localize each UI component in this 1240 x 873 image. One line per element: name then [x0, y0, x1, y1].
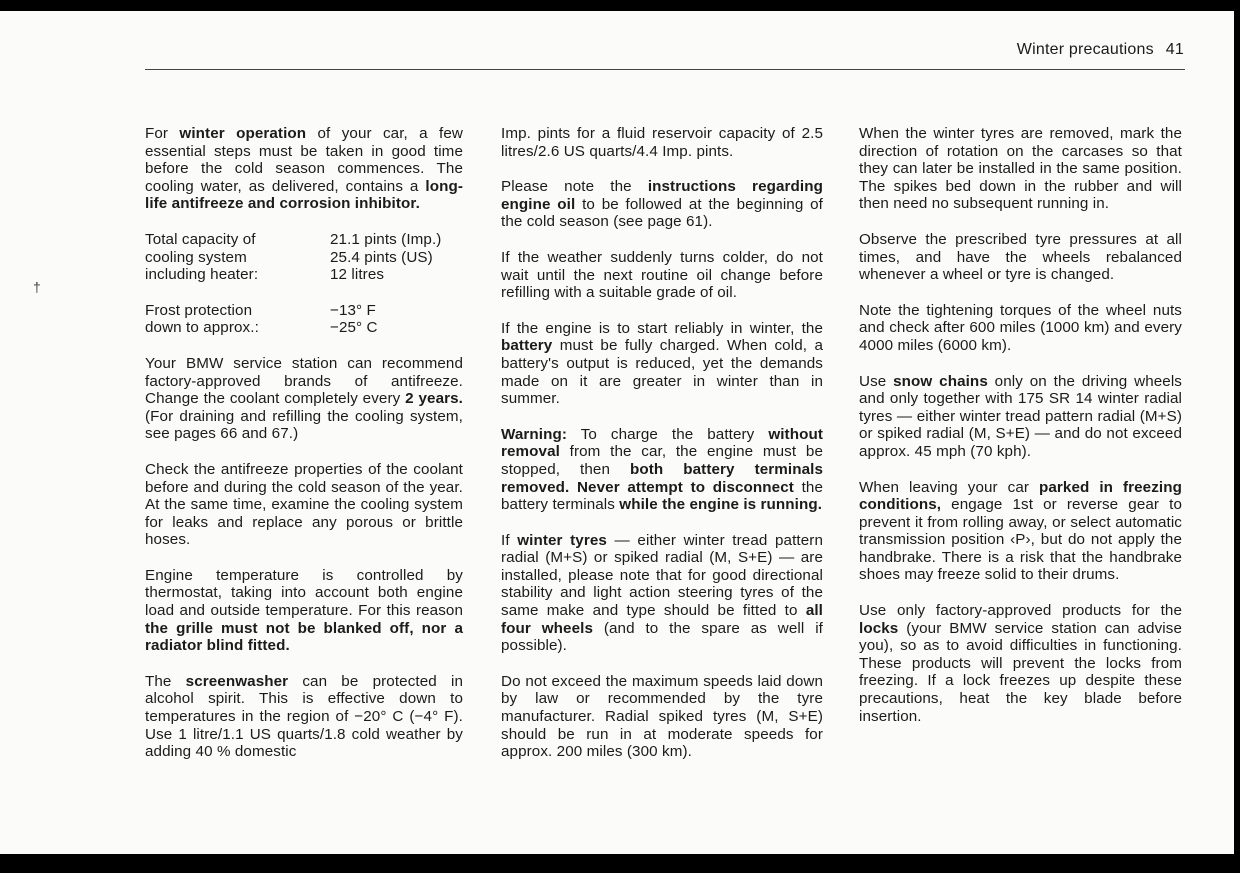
body-text: to be followed at the beginning of the cold season (see page 61). [501, 195, 824, 231]
spec-labels [145, 231, 330, 284]
column-3 [859, 125, 1182, 743]
paragraph-check-antifreeze [145, 461, 463, 549]
spec-line: Total capacity of [145, 230, 256, 248]
margin-mark: † [33, 279, 41, 295]
spec-line: down to approx.: [145, 319, 259, 337]
emphasis-text: 2 years. [405, 390, 463, 408]
emphasis-text: Warning: [501, 425, 568, 443]
body-text: When the winter tyres are removed, mark the direction of rotation on the carcases so that they can later be installed in the same position. The spikes bed down in the rubber and will then need no subsequent running in. [859, 125, 1182, 213]
paragraph-engine-temperature [145, 567, 463, 655]
body-text: Do not exceed the maximum speeds laid down by law or recommended by the tyre manufacturer. Radial spiked tyres (M, S+E) should be run in at moderate speeds for approx. 200 miles (300 km). [501, 672, 823, 761]
spec-line: including heater: [145, 266, 259, 284]
body-text: can be protected in alcohol spirit. This is effective down to temperatures in the region of −20° C (−4° F). Use 1 litre/1.1 US quarts/1.8 cold weather by adding 40 % domestic [145, 672, 463, 761]
emphasis-text: parked in freezing conditions, [859, 478, 1182, 514]
body-text: (your BMW service station can advise you), so as to avoid difficulties in functioning. These products will prevent the locks from freezing. If a lock freezes up despite these precautions, heat the key blade before insertion. [859, 619, 1182, 725]
emphasis-text: both battery terminals removed. Never attempt to disconnect [501, 460, 823, 496]
page-number: 41 [1165, 41, 1184, 58]
body-text: — either winter tread pattern radial (M+S) or spiked radial (M, S+E) — are installed, please note that for good directional stability and light action steering tyres of the same make and type should be fitted to [501, 531, 823, 620]
paragraph-tyre-pressures [859, 231, 1182, 284]
paragraph-locks [859, 602, 1182, 725]
body-text: To charge the battery [567, 425, 769, 443]
spec-line: −13° F [330, 301, 376, 319]
section-title: Winter precautions [1016, 41, 1154, 58]
body-text: The [145, 672, 186, 690]
paragraph-winter-tyres [501, 532, 823, 655]
paragraph-warning [501, 426, 823, 514]
paragraph-snow-chains [859, 373, 1182, 461]
body-text: Your BMW service station can recommend factory-approved brands of antifreeze. Change the coolant completely every [145, 354, 463, 408]
body-text: For [145, 125, 180, 142]
emphasis-text: long-life antifreeze and corrosion inhibitor. [145, 177, 463, 213]
paragraph-reservoir [501, 125, 823, 160]
paragraph-antifreeze-brands [145, 355, 463, 443]
column-1 [145, 125, 463, 779]
body-text: of your car, a few essential steps must be taken in good time before the cold season commences. The cooling water, as delivered, contains a [145, 125, 463, 195]
body-text: Please note the [501, 178, 648, 196]
body-text: Engine temperature is controlled by thermostat, taking into account both engine load and outside temperature. For this reason [145, 566, 463, 620]
emphasis-text: snow chains [893, 372, 988, 390]
cooling-capacity-spec [145, 231, 463, 284]
body-text: Imp. pints for a fluid reservoir capacity of 2.5 litres/2.6 US quarts/4.4 Imp. pints. [501, 125, 823, 160]
emphasis-text: winter operation [179, 125, 307, 142]
spec-line: cooling system [145, 248, 247, 266]
body-text: (For draining and refilling the cooling system, see pages 66 and 67.) [145, 407, 463, 443]
emphasis-text: screenwasher [185, 672, 289, 690]
spec-line: 12 litres [330, 266, 385, 284]
body-text: (and to the spare as well if possible). [501, 619, 823, 655]
body-text: Observe the prescribed tyre pressures at all times, and have the wheels rebalanced whenever a wheel or tyre is changed. [859, 230, 1182, 284]
body-text: Use [859, 372, 894, 390]
frost-protection-spec [145, 302, 463, 337]
body-text: If the weather suddenly turns colder, do not wait until the next routine oil change before refilling with a suitable grade of oil. [501, 248, 823, 302]
emphasis-text: winter tyres [517, 531, 607, 549]
spec-line: 25.4 pints (US) [330, 248, 433, 266]
spec-values [330, 302, 463, 337]
manual-page [0, 11, 1234, 854]
paragraph-torques [859, 302, 1182, 355]
emphasis-text: all four wheels [501, 602, 823, 637]
body-text: engage 1st or reverse gear to prevent it from rolling away, or select automatic transmission position ‹P›, but do not apply the handbrake. There is a risk that the handbrake shoes may freeze solid to their drums. [859, 496, 1182, 584]
body-text: If the engine is to start reliably in winter, the [501, 319, 823, 337]
emphasis-text: while the engine is running. [619, 496, 823, 514]
body-text: only on the driving wheels and only together with 175 SR 14 winter radial tyres — either winter tread pattern radial (M+S) or spiked radial (M, S+E) — and do not exceed approx. 45 mph (70 kph). [859, 372, 1182, 460]
body-text: from the car, the engine must be stopped, then [501, 443, 823, 478]
column-2 [501, 125, 823, 779]
paragraph-max-speeds [501, 673, 823, 761]
spec-line: −25° C [330, 319, 378, 337]
paragraph-screenwasher [145, 673, 463, 761]
scan-border-right [1234, 0, 1240, 873]
header-rule [145, 69, 1185, 70]
scan-border-top [0, 0, 1240, 11]
paragraph-colder-weather [501, 249, 823, 302]
emphasis-text: battery [501, 337, 553, 355]
paragraph-winter-operation [145, 125, 463, 213]
body-text: Use only factory-approved products for the [859, 602, 1182, 620]
emphasis-text: the grille must not be blanked off, nor a radiator blind fitted. [145, 619, 463, 655]
spec-line: 21.1 pints (Imp.) [330, 230, 442, 248]
running-header [600, 41, 1184, 59]
body-text: must be fully charged. When cold, a battery's output is reduced, yet the demands made on it are greater in winter than in summer. [501, 337, 823, 408]
emphasis-text: without removal [501, 425, 823, 461]
paragraph-battery [501, 320, 823, 408]
emphasis-text: instructions regarding engine oil [501, 178, 823, 213]
spec-values [330, 231, 463, 284]
spec-line: Frost protection [145, 301, 253, 319]
body-text: When leaving your car [859, 478, 1039, 496]
body-text: Check the antifreeze properties of the coolant before and during the cold season of the year. At the same time, examine the cooling system for leaks and replace any porous or brittle hoses. [145, 460, 463, 549]
scan-border-bottom [0, 854, 1240, 873]
paragraph-tyre-removal [859, 125, 1182, 213]
emphasis-text: locks [859, 619, 899, 637]
body-text: Note the tightening torques of the wheel nuts and check after 600 miles (1000 km) and every 4000 miles (6000 km). [859, 301, 1182, 354]
paragraph-engine-oil [501, 178, 823, 231]
spec-labels [145, 302, 330, 337]
body-text: the battery terminals [501, 478, 824, 514]
paragraph-parking [859, 479, 1182, 585]
body-text: If [501, 531, 518, 549]
